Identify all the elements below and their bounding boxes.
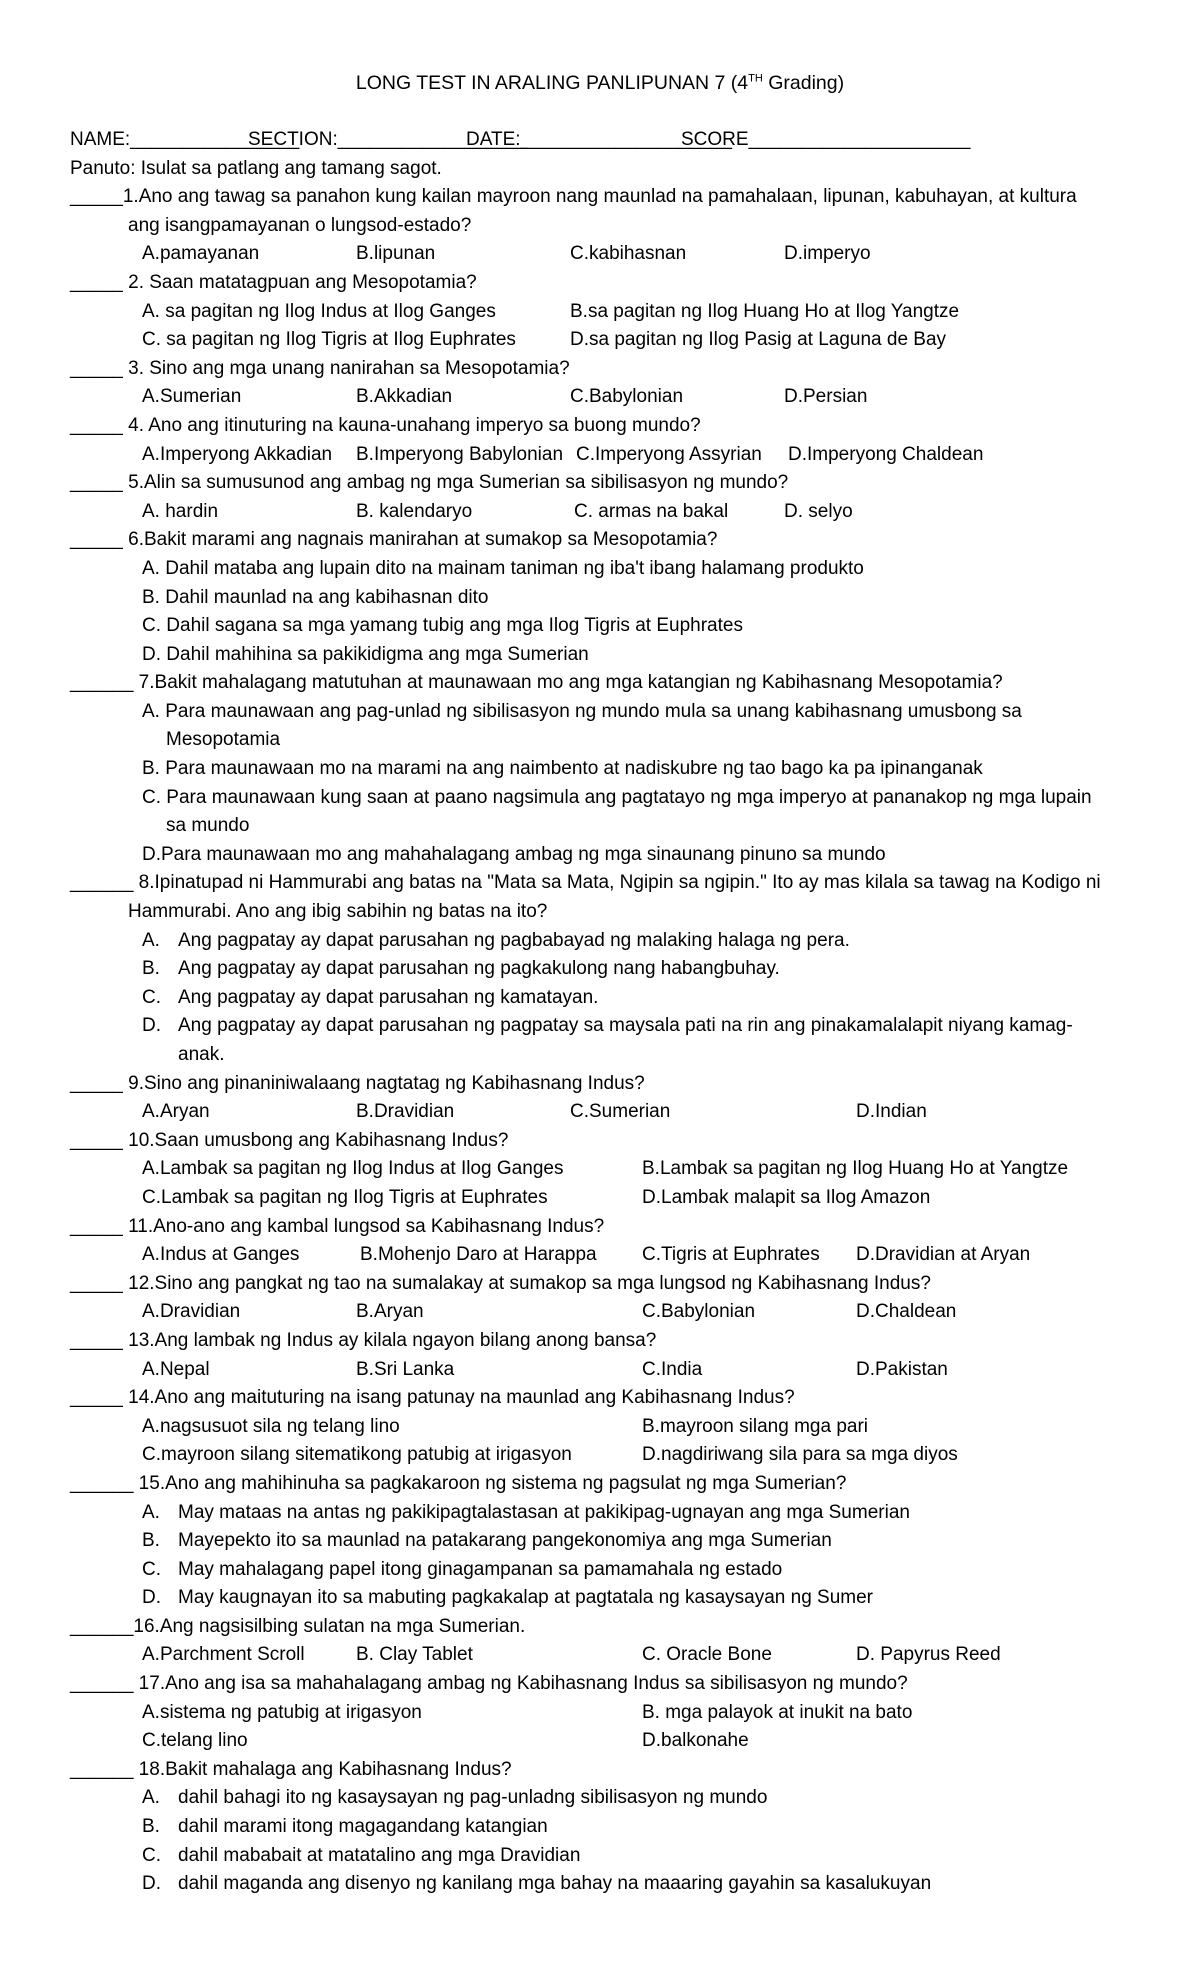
option-c: C.Babylonian — [642, 1301, 756, 1323]
question-14 — [70, 1384, 1140, 1413]
question-text: 5.Alin sa sumusunod ang ambag ng mga Sumerian sa sibilisasyon ng mundo? — [122, 472, 789, 494]
option-d-cont: anak. — [178, 1044, 225, 1065]
option-a: A.Sumerian — [142, 386, 242, 408]
option-text: dahil marami itong magagandang katangian — [178, 1816, 548, 1838]
option-c: C. Para maunawaan kung saan at paano nagsimula ang pagtatayo ng mga imperyo at pananakop ng mga lupain — [142, 786, 1092, 808]
option-letter: C. — [142, 1844, 161, 1866]
question-text: 1.Ano ang tawag sa panahon kung kailan mayroon nang maunlad na pamahalaan, lipunan, kabuhayan, at kultura — [122, 186, 1077, 208]
answer-blank-13[interactable]: _____ — [70, 1329, 123, 1351]
option-a — [70, 927, 1140, 956]
answer-blank-3[interactable]: _____ — [70, 357, 123, 379]
option-b: B. Dahil maunlad na ang kabihasnan dito — [142, 586, 489, 608]
option-d — [70, 1012, 1140, 1041]
option-a: A.Lambak sa pagitan ng Ilog Indus at Ilog Ganges — [142, 1158, 564, 1180]
question-16 — [70, 1613, 1140, 1642]
answer-blank-12[interactable]: _____ — [70, 1272, 123, 1294]
date-field[interactable]: DATE:____________________ — [466, 129, 732, 150]
option-a: A.Nepal — [142, 1358, 210, 1380]
answer-blank-15[interactable]: ______ — [70, 1472, 134, 1494]
option-c — [70, 1842, 1140, 1871]
option-letter: D. — [142, 1015, 161, 1037]
option-d: D.Indian — [856, 1101, 927, 1123]
test-content — [70, 126, 1140, 1899]
option-a: A.Imperyong Akkadian — [142, 443, 333, 465]
option-a: A.sistema ng patubig at irigasyon — [142, 1701, 422, 1723]
title-superscript: TH — [748, 72, 763, 85]
option-d: D.Imperyong Chaldean — [788, 443, 984, 465]
question-9 — [70, 1070, 1140, 1099]
option-d: D.Pakistan — [856, 1358, 948, 1380]
option-letter: D. — [142, 1587, 161, 1609]
option-text: May mataas na antas ng pakikipagtalastasan at pakikipag-ugnayan ang mga Sumerian — [178, 1501, 910, 1523]
options-row — [70, 498, 1140, 527]
options-row — [70, 1241, 1140, 1270]
question-text: 11.Ano-ano ang kambal lungsod sa Kabihasnang Indus? — [122, 1215, 605, 1237]
option-b: B.lipunan — [356, 243, 436, 265]
question-text: 7.Bakit mahalagang matutuhan at maunawaan mo ang mga katangian ng Kabihasnang Mesopotamia? — [133, 672, 1003, 694]
option-b — [70, 1527, 1140, 1556]
option-c-cont: sa mundo — [166, 815, 250, 837]
question-text: 16.Ang nagsisilbing sulatan na mga Sumerian. — [133, 1615, 526, 1637]
option-letter: B. — [142, 1816, 160, 1838]
option-c: C. Oracle Bone — [642, 1644, 772, 1666]
question-5 — [70, 469, 1140, 498]
question-text: 12.Sino ang pangkat ng tao na sumalakay at sumakop sa mga lungsod ng Kabihasnang Indus? — [122, 1272, 931, 1294]
section-field[interactable]: SECTION:__________________ — [248, 129, 528, 150]
option-c: C.kabihasnan — [570, 243, 687, 265]
option-d: D.imperyo — [784, 243, 871, 265]
option-b: B.mayroon silang mga pari — [642, 1415, 868, 1437]
question-1-cont: ang isangpamayanan o lungsod-estado? — [128, 214, 472, 236]
option-b: B.Imperyong Babylonian — [356, 443, 564, 465]
option-d — [70, 1870, 1140, 1899]
question-text: 4. Ano ang itinuturing na kauna-unahang imperyo sa buong mundo? — [122, 414, 701, 436]
question-11 — [70, 1213, 1140, 1242]
options-row — [70, 1413, 1140, 1442]
options-row — [70, 298, 1140, 327]
option-c: C.Tigris at Euphrates — [642, 1244, 820, 1266]
options-row — [70, 326, 1140, 355]
options-row — [70, 240, 1140, 269]
question-10 — [70, 1127, 1140, 1156]
option-b: B.Sri Lanka — [356, 1358, 455, 1380]
instruction: Panuto: Isulat sa patlang ang tamang sagot. — [70, 157, 442, 179]
option-a: A.Aryan — [142, 1101, 210, 1123]
option-a: A. hardin — [142, 500, 219, 522]
question-text: 15.Ano ang mahihinuha sa pagkakaroon ng sistema ng pagsulat ng mga Sumerian? — [133, 1472, 847, 1494]
question-text: 9.Sino ang pinaniniwalaang nagtatag ng Kabihasnang Indus? — [122, 1072, 645, 1094]
question-7 — [70, 669, 1140, 698]
option-b — [70, 955, 1140, 984]
option-text: May mahalagang papel itong ginagampanan sa pamamahala ng estado — [178, 1558, 783, 1580]
option-text: Ang pagpatay ay dapat parusahan ng pagkakulong nang habangbuhay. — [178, 958, 780, 980]
option-text: dahil mababait at matatalino ang mga Dravidian — [178, 1844, 581, 1866]
option-c: C. Dahil sagana sa mga yamang tubig ang mga Ilog Tigris at Euphrates — [142, 615, 743, 637]
option-d: D.sa pagitan ng Ilog Pasig at Laguna de Bay — [570, 329, 947, 351]
options-row — [70, 1155, 1140, 1184]
option-d — [70, 1584, 1140, 1613]
option-b: B.Mohenjo Daro at Harappa — [360, 1244, 597, 1266]
option-letter: A. — [142, 929, 160, 951]
options-row — [70, 1727, 1140, 1756]
answer-blank-1[interactable]: _____ — [70, 186, 123, 208]
option-letter: A. — [142, 1787, 160, 1809]
option-b — [70, 1813, 1140, 1842]
question-18 — [70, 1756, 1140, 1785]
option-d: D.Persian — [784, 386, 868, 408]
options-row — [70, 1356, 1140, 1385]
answer-blank-8[interactable]: ______ — [70, 872, 134, 894]
question-13 — [70, 1327, 1140, 1356]
option-a: A.Indus at Ganges — [142, 1244, 300, 1266]
option-b: B.Lambak sa pagitan ng Ilog Huang Ho at Yangtze — [642, 1158, 1069, 1180]
option-c: C.Sumerian — [570, 1101, 671, 1123]
option-d: D.Dravidian at Aryan — [856, 1244, 1031, 1266]
option-c: C. sa pagitan ng Ilog Tigris at Ilog Euphrates — [142, 329, 516, 351]
answer-blank-7[interactable]: ______ — [70, 672, 134, 694]
question-15 — [70, 1470, 1140, 1499]
question-text: 3. Sino ang mga unang nanirahan sa Mesopotamia? — [122, 357, 570, 379]
question-text: 2. Saan matatagpuan ang Mesopotamia? — [122, 271, 477, 293]
option-c: C.Babylonian — [570, 386, 684, 408]
option-a: A. sa pagitan ng Ilog Indus at Ilog Ganges — [142, 300, 496, 322]
option-letter: D. — [142, 1873, 161, 1895]
option-letter: A. — [142, 1501, 160, 1523]
answer-blank-11[interactable]: _____ — [70, 1215, 123, 1237]
option-b: B. mga palayok at inukit na bato — [642, 1701, 913, 1723]
options-row — [70, 1298, 1140, 1327]
score-field[interactable]: SCORE_____________________ — [681, 129, 971, 150]
question-12 — [70, 1270, 1140, 1299]
answer-blank-5[interactable]: _____ — [70, 472, 123, 494]
page-title — [0, 72, 1200, 95]
options-row — [70, 1641, 1140, 1670]
option-c: C.Lambak sa pagitan ng Ilog Tigris at Euphrates — [142, 1186, 548, 1208]
question-6 — [70, 526, 1140, 555]
answer-blank-16[interactable]: ______ — [70, 1615, 134, 1637]
student-info-row — [70, 126, 1140, 155]
option-text: Mayepekto ito sa maunlad na patakarang pangekonomiya ang mga Sumerian — [178, 1530, 832, 1552]
answer-blank-9[interactable]: _____ — [70, 1072, 123, 1094]
option-a: A.Parchment Scroll — [142, 1644, 305, 1666]
option-c: C.Imperyong Assyrian — [576, 443, 762, 465]
option-b: B.Akkadian — [356, 386, 453, 408]
option-d: D. Dahil mahihina sa pakikidigma ang mga Sumerian — [142, 643, 589, 665]
question-17 — [70, 1670, 1140, 1699]
question-8 — [70, 869, 1140, 898]
option-b: B. Clay Tablet — [356, 1644, 473, 1666]
option-a: A.Dravidian — [142, 1301, 241, 1323]
answer-blank-17[interactable]: ______ — [70, 1673, 134, 1695]
option-text: May kaugnayan ito sa mabuting pagkakalap at pagtatala ng kasaysayan ng Sumer — [178, 1587, 874, 1609]
answer-blank-14[interactable]: _____ — [70, 1387, 123, 1409]
answer-blank-6[interactable]: _____ — [70, 529, 123, 551]
option-d: D. Papyrus Reed — [856, 1644, 1001, 1666]
option-d: D. selyo — [784, 500, 853, 522]
option-a: A. Dahil mataba ang lupain dito na mainam taniman ng iba't ibang halamang produkto — [142, 557, 864, 579]
question-3 — [70, 355, 1140, 384]
option-a — [70, 1499, 1140, 1528]
option-letter: C. — [142, 1558, 161, 1580]
option-b: B. kalendaryo — [356, 500, 473, 522]
title-tail: Grading) — [762, 72, 845, 94]
name-field[interactable]: NAME:________________ — [70, 129, 300, 150]
question-8-cont: Hammurabi. Ano ang ibig sabihin ng batas na ito? — [128, 901, 548, 923]
option-a: A. Para maunawaan ang pag-unlad ng sibilisasyon ng mundo mula sa unang kabihasnang umusbong sa — [142, 700, 1022, 722]
options-row — [70, 1098, 1140, 1127]
option-text: dahil bahagi ito ng kasaysayan ng pag-unladng sibilisasyon ng mundo — [178, 1787, 768, 1809]
option-a: A.pamayanan — [142, 243, 260, 265]
answer-blank-4[interactable]: _____ — [70, 414, 123, 436]
option-a: A.nagsusuot sila ng telang lino — [142, 1415, 400, 1437]
question-text: 18.Bakit mahalaga ang Kabihasnang Indus? — [133, 1758, 512, 1780]
options-row — [70, 441, 1140, 470]
option-b: B.sa pagitan ng Ilog Huang Ho at Ilog Yangtze — [570, 300, 960, 322]
option-c: C.telang lino — [142, 1730, 248, 1752]
option-b: B.Dravidian — [356, 1101, 455, 1123]
option-d: D.Para maunawaan mo ang mahahalagang ambag ng mga sinaunang pinuno sa mundo — [142, 843, 886, 865]
option-c: C.India — [642, 1358, 703, 1380]
option-d: D.balkonahe — [642, 1730, 749, 1752]
option-c — [70, 984, 1140, 1013]
question-text: 10.Saan umusbong ang Kabihasnang Indus? — [122, 1129, 509, 1151]
question-text: 13.Ang lambak ng Indus ay kilala ngayon bilang anong bansa? — [122, 1329, 657, 1351]
question-2 — [70, 269, 1140, 298]
answer-blank-2[interactable]: _____ — [70, 271, 123, 293]
options-row — [70, 383, 1140, 412]
option-c: C.mayroon silang sitematikong patubig at irigasyon — [142, 1444, 572, 1466]
question-text: 8.Ipinatupad ni Hammurabi ang batas na "Mata sa Mata, Ngipin sa ngipin." Ito ay mas kilala sa tawag na Kodigo ni — [133, 872, 1101, 894]
option-text: Ang pagpatay ay dapat parusahan ng kamatayan. — [178, 986, 599, 1008]
option-a-cont: Mesopotamia — [166, 729, 281, 751]
option-c: C. armas na bakal — [574, 500, 729, 522]
option-d: D.nagdiriwang sila para sa mga diyos — [642, 1444, 958, 1466]
options-row — [70, 1699, 1140, 1728]
option-letter: C. — [142, 986, 161, 1008]
options-row — [70, 1184, 1140, 1213]
option-b: B. Para maunawaan mo na marami na ang naimbento at nadiskubre ng tao bago ka pa ipinanganak — [142, 758, 983, 780]
option-text: Ang pagpatay ay dapat parusahan ng pagbabayad ng malaking halaga ng pera. — [178, 929, 850, 951]
title-text: LONG TEST IN ARALING PANLIPUNAN 7 (4 — [355, 72, 749, 94]
option-b: B.Aryan — [356, 1301, 424, 1323]
option-d: D.Lambak malapit sa Ilog Amazon — [642, 1186, 931, 1208]
question-text: 17.Ano ang isa sa mahahalagang ambag ng Kabihasnang Indus sa sibilisasyon ng mundo? — [133, 1673, 908, 1695]
option-letter: B. — [142, 1530, 160, 1552]
option-text: Ang pagpatay ay dapat parusahan ng pagpatay sa maysala pati na rin ang pinakamalalapit niyang kamag- — [178, 1015, 1073, 1037]
option-c — [70, 1556, 1140, 1585]
answer-blank-18[interactable]: ______ — [70, 1758, 134, 1780]
options-row — [70, 1441, 1140, 1470]
option-d: D.Chaldean — [856, 1301, 957, 1323]
option-a — [70, 1784, 1140, 1813]
answer-blank-10[interactable]: _____ — [70, 1129, 123, 1151]
question-text: 6.Bakit marami ang nagnais manirahan at sumakop sa Mesopotamia? — [122, 529, 718, 551]
question-4 — [70, 412, 1140, 441]
question-text: 14.Ano ang maituturing na isang patunay na maunlad ang Kabihasnang Indus? — [122, 1387, 795, 1409]
option-text: dahil maganda ang disenyo ng kanilang mga bahay na maaaring gayahin sa kasalukuyan — [178, 1873, 932, 1895]
option-letter: B. — [142, 958, 160, 980]
question-1 — [70, 183, 1140, 212]
